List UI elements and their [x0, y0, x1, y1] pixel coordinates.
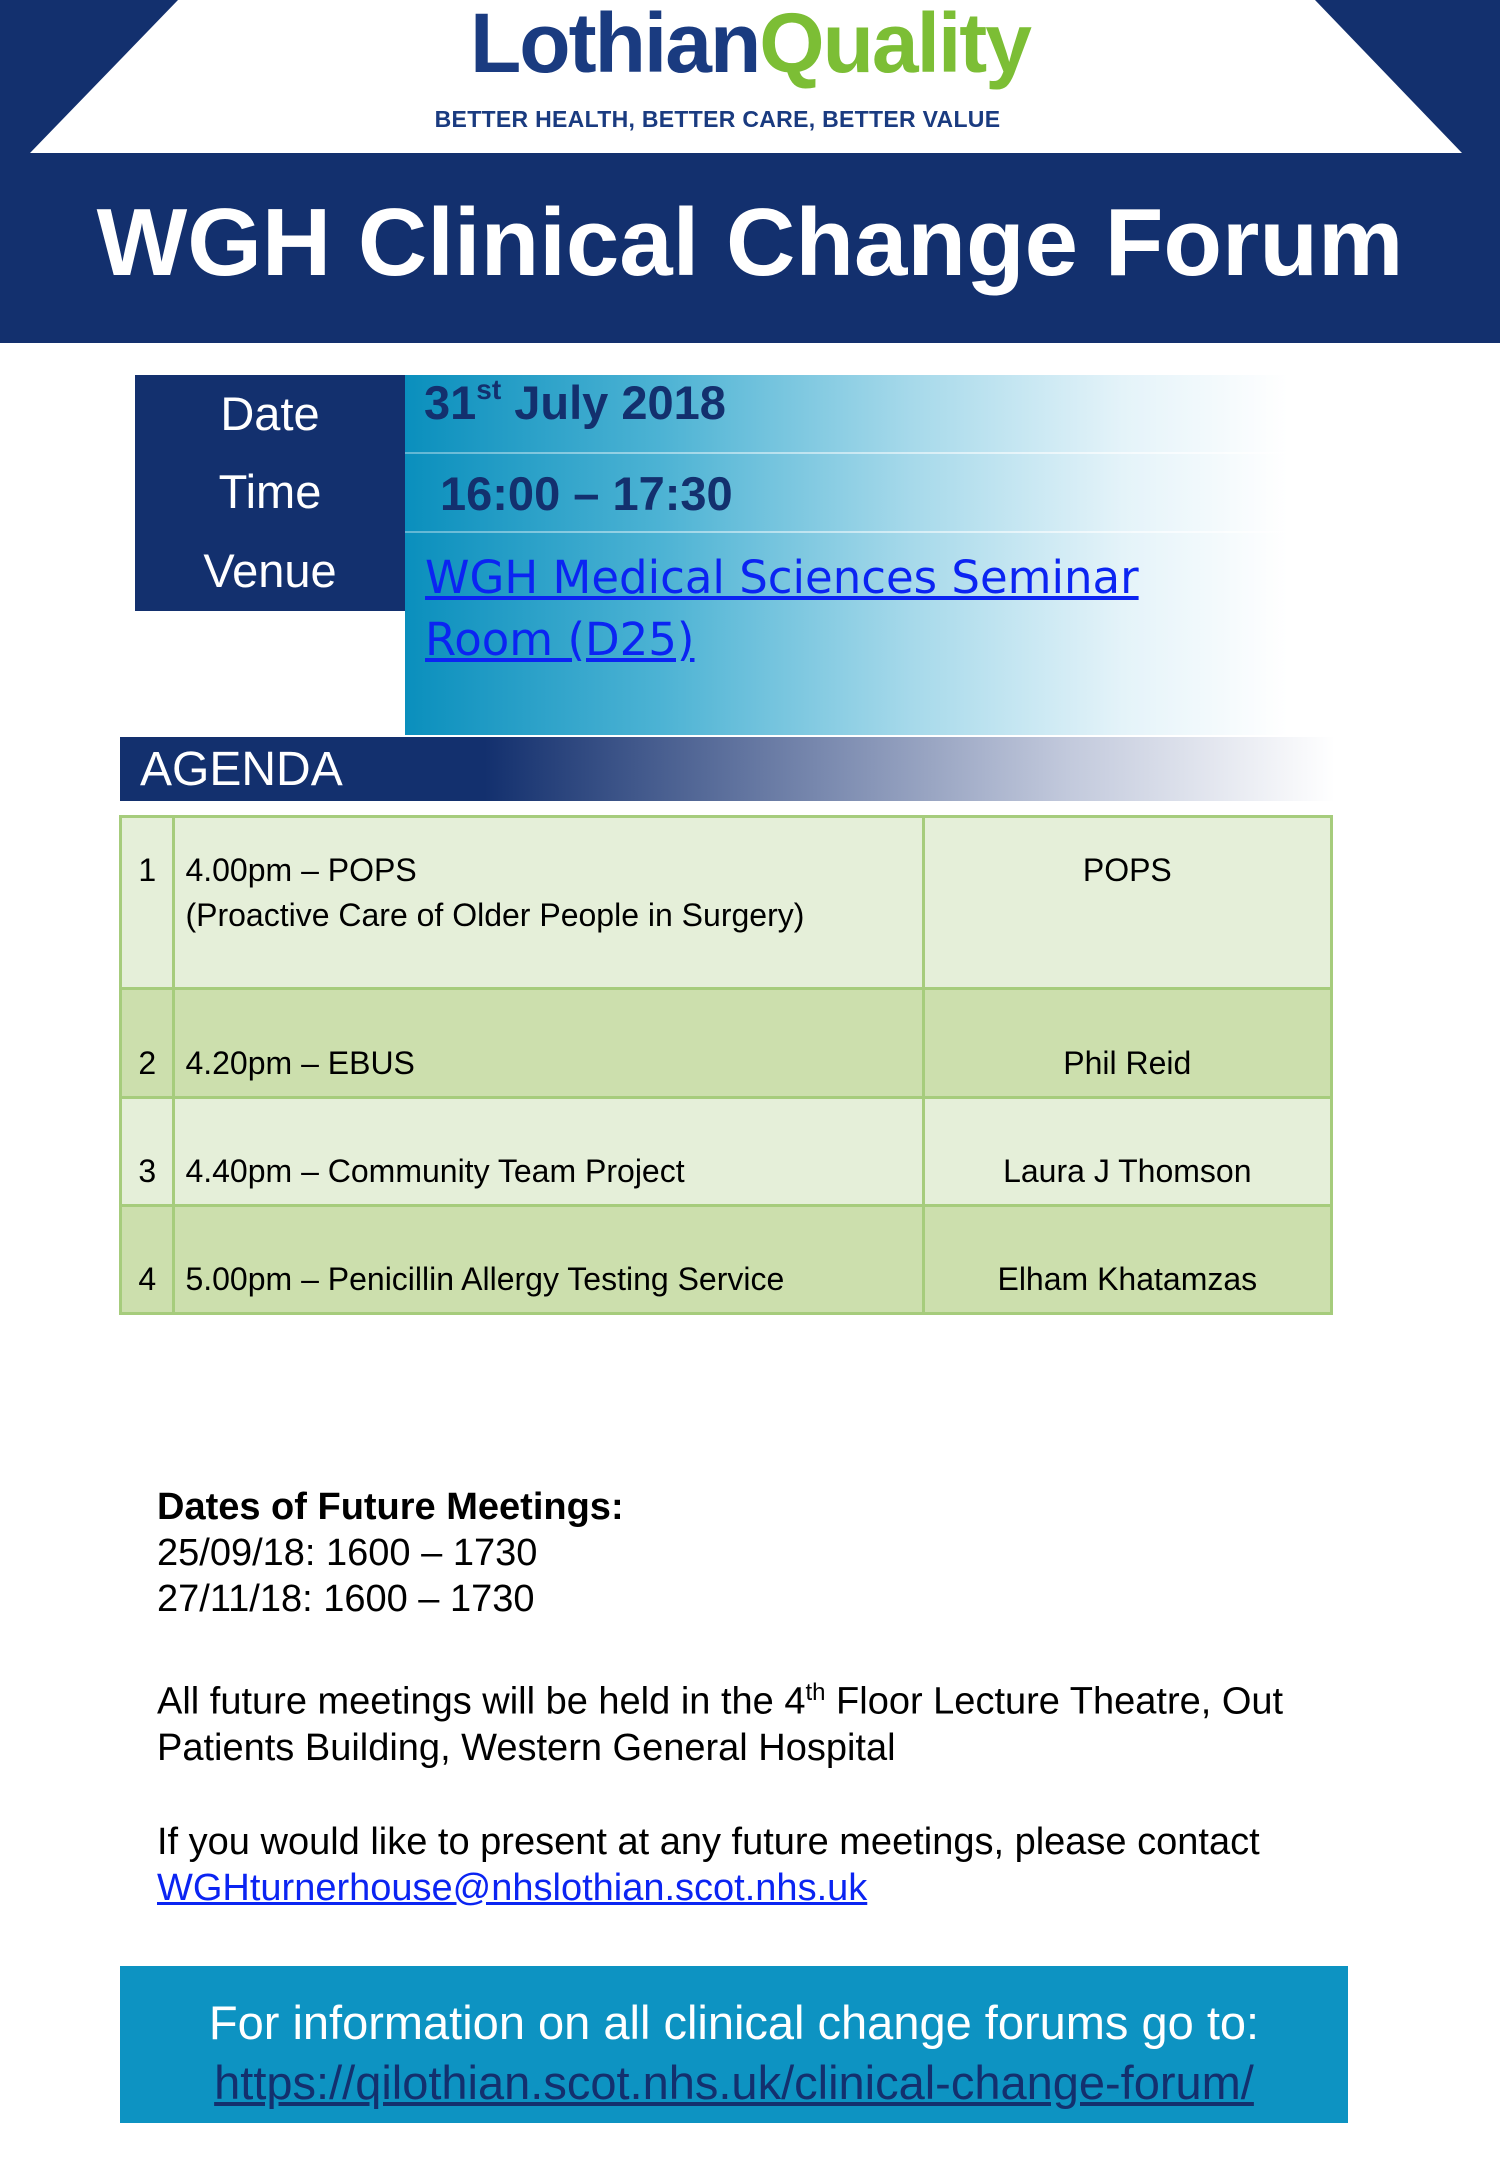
- logo-tagline: BETTER HEALTH, BETTER CARE, BETTER VALUE: [434, 106, 1001, 132]
- venue-label: Venue: [203, 544, 337, 597]
- spacer: [157, 1622, 1357, 1670]
- table-row: [121, 1206, 1332, 1314]
- table-row: [121, 817, 1332, 989]
- agenda-item-number: 1: [121, 817, 174, 989]
- agenda-item-speaker: POPS: [923, 817, 1331, 989]
- agenda-item-number: 3: [121, 1098, 174, 1206]
- contact-email-link[interactable]: WGHturnerhouse@nhslothian.scot.nhs.uk: [157, 1866, 868, 1909]
- date-day: 31: [424, 376, 477, 429]
- footer-text: For information on all clinical change forums go to:: [208, 1996, 1260, 2049]
- date-label: Date: [220, 387, 320, 440]
- detail-divider: [405, 452, 1325, 454]
- agenda-item-title: [174, 817, 923, 989]
- agenda-item-speaker: Laura J Thomson: [923, 1098, 1331, 1206]
- future-meetings-section: [157, 1484, 1357, 1911]
- detail-divider: [405, 531, 1325, 533]
- agenda-item-title: 4.20pm – EBUS: [174, 989, 923, 1098]
- table-row: [121, 1098, 1332, 1206]
- agenda-title: AGENDA: [140, 743, 343, 796]
- contact-text: If you would like to present at any future meetings, please contact: [157, 1820, 1260, 1863]
- agenda-item-speaker: Phil Reid: [923, 989, 1331, 1098]
- future-meeting-date: 27/11/18: 1600 – 1730: [157, 1578, 535, 1620]
- agenda-item-line: 4.00pm – POPS: [185, 852, 417, 888]
- agenda-item-subtitle: (Proactive Care of Older People in Surgery): [185, 897, 805, 933]
- venue-note-start: All future meetings will be held in the 4: [157, 1680, 806, 1723]
- future-meeting-date: 25/09/18: 1600 – 1730: [157, 1532, 538, 1574]
- date-value: [424, 374, 726, 430]
- venue-link[interactable]: WGH Medical Sciences Seminar Room (D25): [425, 551, 1139, 666]
- agenda-item-number: 4: [121, 1206, 174, 1314]
- agenda-item-number: 2: [121, 989, 174, 1098]
- table-row: [121, 989, 1332, 1098]
- logo-word-quality: Quality: [759, 0, 1030, 90]
- footer-forum-link[interactable]: https://qilothian.scot.nhs.uk/clinical-change-forum/: [214, 2056, 1254, 2109]
- time-value: 16:00 – 17:30: [440, 467, 733, 520]
- venue-note-ordinal: th: [805, 1679, 826, 1706]
- future-venue-note: [157, 1670, 1357, 1771]
- spacer: [157, 1771, 1357, 1819]
- agenda-item-speaker: Elham Khatamzas: [923, 1206, 1331, 1314]
- logo-word-lothian: Lothian: [469, 0, 760, 90]
- date-rest: July 2018: [501, 376, 726, 429]
- future-meetings-heading: Dates of Future Meetings:: [157, 1486, 624, 1528]
- agenda-item-title: 4.40pm – Community Team Project: [174, 1098, 923, 1206]
- venue-note-end: Floor Lecture Theatre, Out Patients Building, Western General Hospital: [157, 1680, 1284, 1769]
- lothian-quality-logo: [0, 0, 1500, 90]
- time-label: Time: [218, 465, 322, 518]
- page-title: WGH Clinical Change Forum: [96, 189, 1404, 296]
- date-suffix: st: [476, 374, 502, 405]
- agenda-item-title: 5.00pm – Penicillin Allergy Testing Service: [174, 1206, 923, 1314]
- agenda-table: [119, 815, 1333, 1315]
